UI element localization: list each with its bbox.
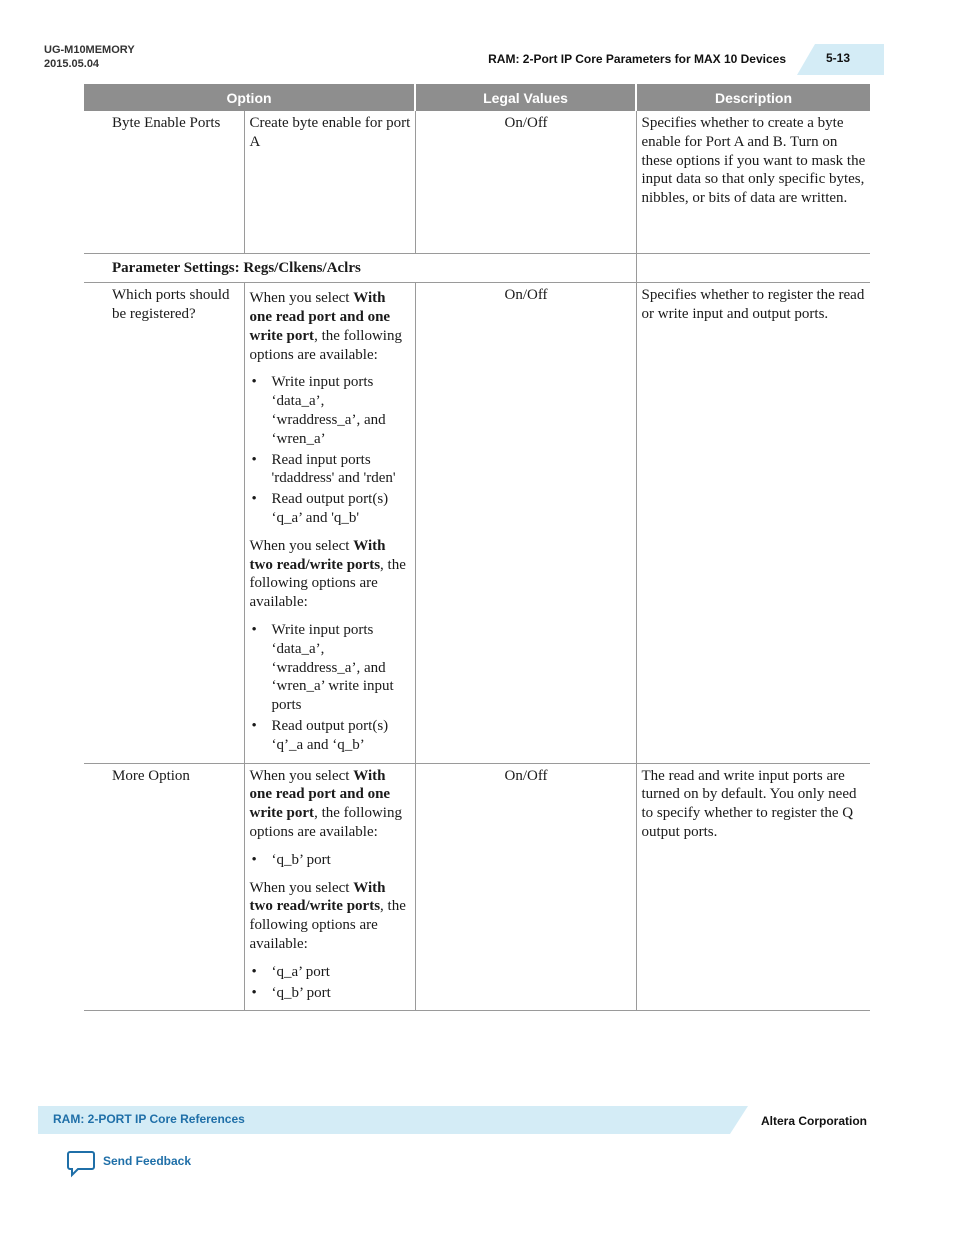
parameters-table <box>84 84 870 1011</box>
list-item: • Read input ports 'rdaddress' and 'rden' <box>272 451 411 489</box>
description-cell: The read and write input ports are turned on by default. You only need to specify whether to register the Q output ports. <box>636 763 870 1011</box>
footer-references-link[interactable]: RAM: 2-PORT IP Core References <box>53 1112 245 1126</box>
document-id-block <box>44 43 135 71</box>
description-cell: Specifies whether to register the read or write input and output ports. <box>636 283 870 763</box>
paragraph: When you select With one read port and one write port, the following options are available: <box>249 290 402 363</box>
sub-option-cell <box>244 763 415 1011</box>
footer-corporation: Altera Corporation <box>761 1114 868 1128</box>
bullet-list <box>250 373 411 527</box>
table-row-which-ports <box>84 283 870 763</box>
bullet-list <box>250 963 411 1003</box>
feedback-speech-bubble-icon[interactable] <box>66 1150 96 1178</box>
option-cell: Which ports should be registered? <box>84 283 244 763</box>
option-cell: More Option <box>84 763 244 1011</box>
list-item: • Write input ports ‘data_a’, ‘wraddress_a’, and ‘wren_a’ write input ports <box>272 621 411 715</box>
paragraph: When you select With two read/write ports, the following options are available: <box>249 879 406 952</box>
list-item: • Read output port(s) ‘q’_a and ‘q_b’ <box>272 717 411 755</box>
list-item: • ‘q_a’ port <box>272 963 411 982</box>
bullet-list <box>250 621 411 755</box>
table-row-more-option <box>84 763 870 1011</box>
page-number: 5-13 <box>826 51 851 65</box>
paragraph: When you select With one read port and one write port, the following options are available: <box>249 767 402 841</box>
table-section-row <box>84 253 870 283</box>
list-item: • Read output port(s) ‘q_a’ and 'q_b' <box>272 490 411 528</box>
table-row-byte-enable <box>84 111 870 253</box>
page-header-title: RAM: 2-Port IP Core Parameters for MAX 10 Devices <box>488 52 786 66</box>
legal-values-cell: On/Off <box>415 111 636 253</box>
section-title: Parameter Settings: Regs/Clkens/Aclrs <box>84 253 636 283</box>
sub-option-cell <box>244 283 415 763</box>
sub-option-cell: Create byte enable for port A <box>244 111 415 253</box>
section-empty-cell <box>636 253 870 283</box>
list-item: • ‘q_b’ port <box>272 984 411 1003</box>
column-header-description: Description <box>636 84 870 111</box>
send-feedback-link[interactable]: Send Feedback <box>103 1154 192 1168</box>
list-item: • Write input ports ‘data_a’, ‘wraddress_a’, and ‘wren_a’ <box>272 373 411 448</box>
legal-values-cell: On/Off <box>415 763 636 1011</box>
document-date: 2015.05.04 <box>44 58 100 70</box>
column-header-legal-values: Legal Values <box>415 84 636 111</box>
bullet-list <box>250 851 411 870</box>
list-item: • ‘q_b’ port <box>272 851 411 870</box>
description-cell: Specifies whether to create a byte enable for Port A and B. Turn on these options if you want to mask the input data so that only specific bytes, nibbles, or bits of data are written. <box>636 111 870 253</box>
option-cell: Byte Enable Ports <box>84 111 244 253</box>
document-id: UG-M10MEMORY <box>44 44 135 56</box>
paragraph: When you select With two read/write ports, the following options are available: <box>249 537 406 611</box>
column-header-option: Option <box>84 84 415 111</box>
table-header-row <box>84 84 870 111</box>
legal-values-cell: On/Off <box>415 283 636 763</box>
